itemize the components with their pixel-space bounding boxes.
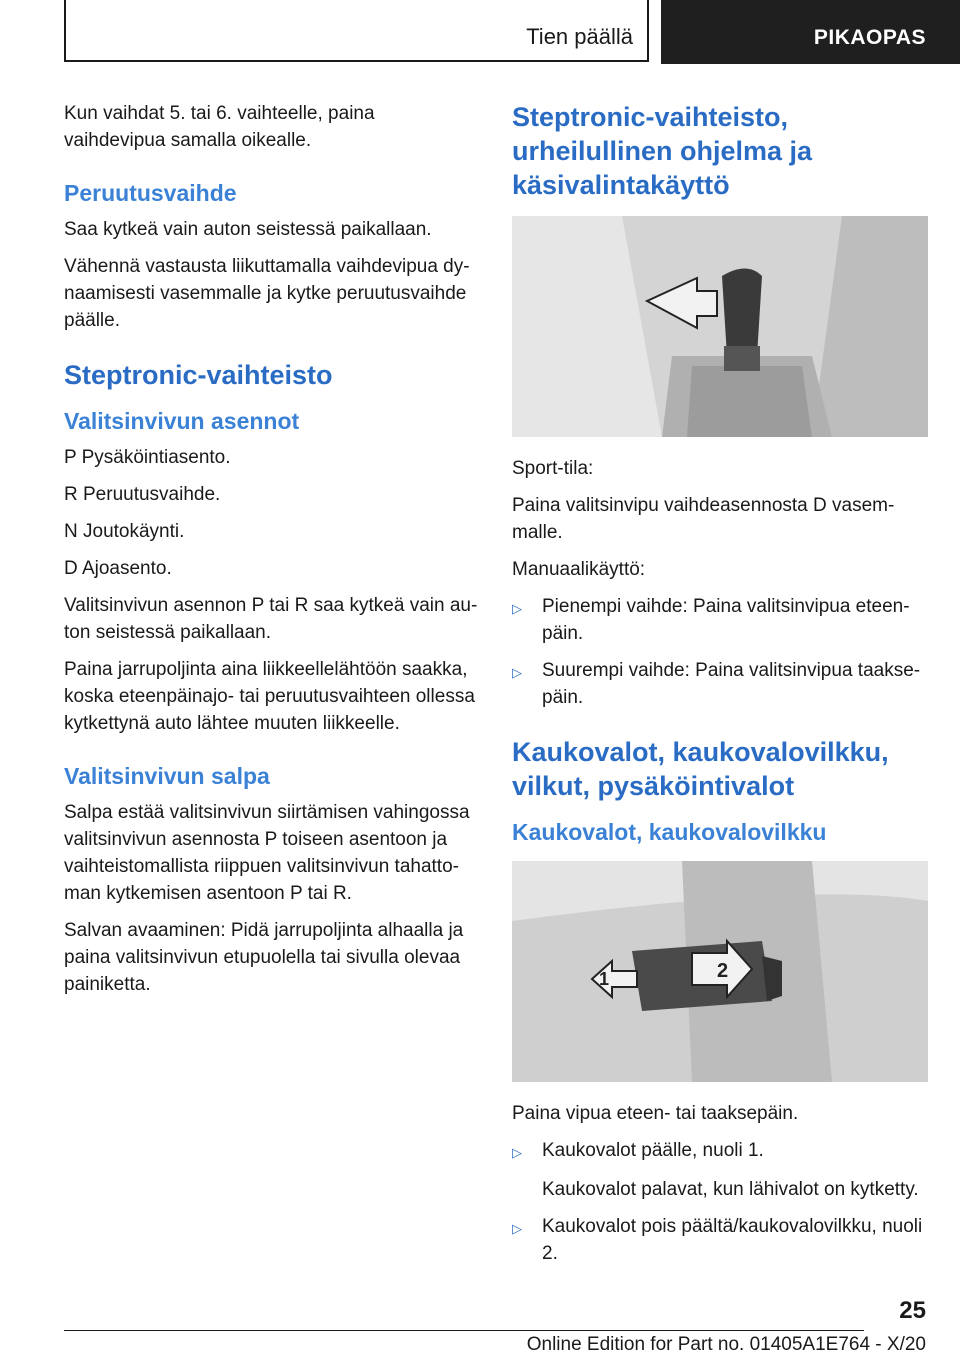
sport-text: Paina valitsinvipu vaihdeasennosta D vasemmalle. — [512, 495, 895, 543]
beam-heading: Kaukovalot, kaukovalovilkku, vilkut, pysäköintivalot — [512, 737, 889, 801]
positions-note: Valitsinvivun asennon P tai R saa kytkeä vain auton seistessä paikallaan. — [64, 595, 478, 643]
position-d: D Ajoasento. — [64, 558, 172, 579]
triangle-bullet-icon: ▷ — [512, 665, 522, 680]
sport-heading: Steptronic-vaihteisto, urheilullinen ohjelma ja käsivalintakäyttö — [512, 102, 813, 200]
triangle-bullet-icon: ▷ — [512, 1145, 522, 1160]
position-r: R Peruutusvaihde. — [64, 484, 221, 505]
footer-edition: Online Edition for Part no. 01405A1E764 - X/20 — [526, 1334, 926, 1355]
manual-label: Manuaalikäyttö: — [512, 559, 646, 580]
reverse-text-1: Saa kytkeä vain auton seistessä paikallaan. — [64, 219, 432, 240]
section-tab-label: Tien päällä — [526, 24, 633, 49]
steptronic-heading: Steptronic-vaihteisto — [64, 360, 333, 390]
manual-item-2: ▷ Suurempi vaihde: Paina valitsinvipua taaksepäin. — [512, 657, 928, 711]
beam-text: Paina vipua eteen- tai taaksepäin. — [512, 1103, 799, 1124]
sport-label: Sport-tila: — [512, 458, 594, 479]
reverse-heading: Peruutusvaihde — [64, 180, 237, 206]
beam-item-2: ▷ Kaukovalot pois päältä/kaukovalovilkku, nuoli 2. — [512, 1213, 928, 1267]
position-n: N Joutokäynti. — [64, 521, 185, 542]
footer-divider — [64, 1330, 864, 1331]
chapter-tab-label: PIKAOPAS — [813, 26, 926, 49]
chapter-tab — [661, 0, 960, 64]
reverse-text-2: Vähennä vastausta liikuttamalla vaihdevipua dynaamisesti vasemmalle ja kytke peruutusvaihde päälle. — [64, 256, 470, 331]
brake-note: Paina jarrupoljinta aina liikkeellelähtöön saakka, koska eteenpäinajo- tai peruutusvaihteen ollessa kytkettynä auto lähtee muuten liikkeelle. — [64, 659, 475, 734]
lock-heading: Valitsinvivun salpa — [64, 763, 270, 789]
left-column — [64, 100, 480, 1008]
intro-text: Kun vaihdat 5. tai 6. vaihteelle, paina vaihdevipua samalla oikealle. — [64, 103, 375, 151]
arrow-label-2: 2 — [717, 960, 729, 982]
indicator-stalk-photo — [512, 861, 928, 1082]
right-column — [512, 100, 928, 1277]
header-tabs — [64, 0, 960, 64]
triangle-bullet-icon: ▷ — [512, 1221, 522, 1236]
gear-lever-photo — [512, 216, 928, 437]
manual-item-1: ▷ Pienempi vaihde: Paina valitsinvipua eteenpäin. — [512, 593, 928, 647]
beam-item-1: ▷ Kaukovalot päälle, nuoli 1. — [512, 1137, 928, 1166]
page-number: 25 — [899, 1297, 926, 1324]
triangle-bullet-icon: ▷ — [512, 601, 522, 616]
section-tab — [64, 0, 649, 62]
lock-text-1: Salpa estää valitsinvivun siirtämisen vahingossa valitsinvivun asennosta P toiseen asentoon ja vaihteistomallista riippuen valitsinvivun tahattoman kytkemisen asentoon P tai R. — [64, 802, 470, 904]
arrow-label-1: 1 — [599, 969, 610, 989]
positions-heading: Valitsinvivun asennot — [64, 408, 300, 434]
beam-subheading: Kaukovalot, kaukovalovilkku — [512, 819, 827, 845]
lock-text-2: Salvan avaaminen: Pidä jarrupoljinta alhaalla ja paina valitsinvivun etupuolella tai sivulla olevaa painiketta. — [64, 920, 464, 995]
beam-item-1-detail: Kaukovalot palavat, kun lähivalot on kytketty. — [542, 1179, 919, 1200]
position-p: P Pysäköintiasento. — [64, 447, 231, 468]
